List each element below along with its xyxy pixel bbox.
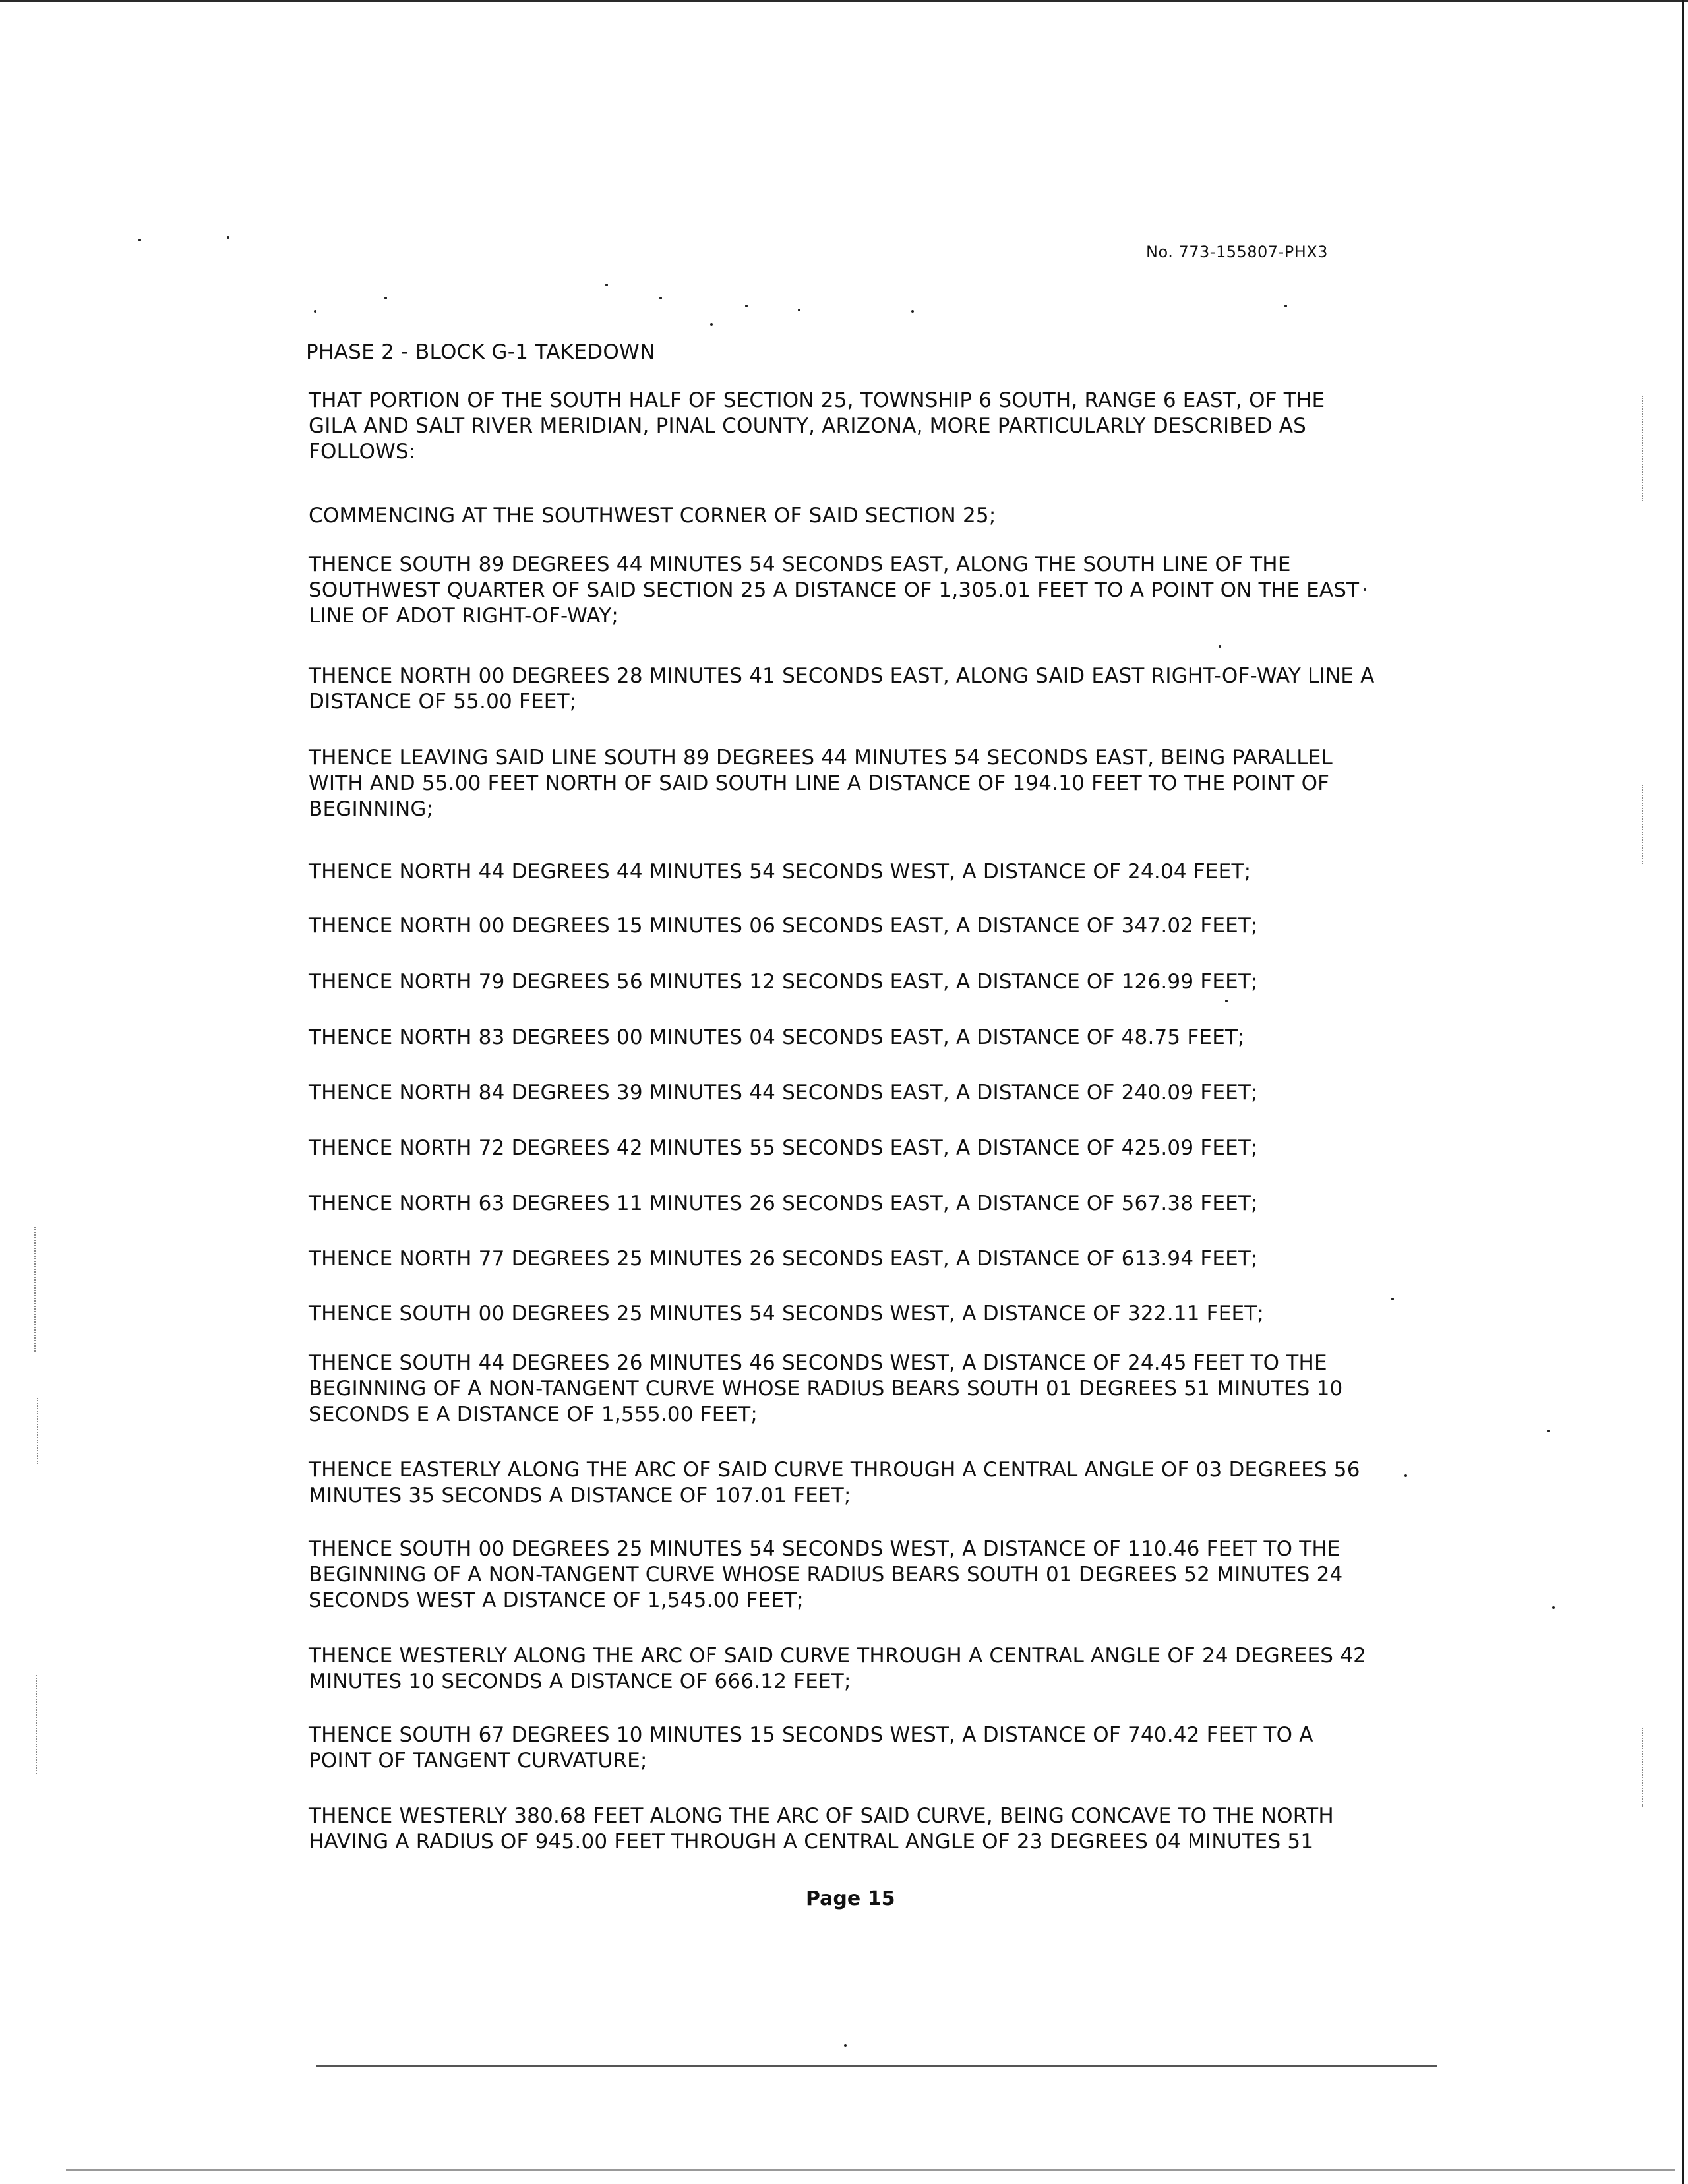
scan-artifact [1642,396,1644,501]
legal-description-paragraph: THAT PORTION OF THE SOUTH HALF OF SECTION 25, TOWNSHIP 6 SOUTH, RANGE 6 EAST, OF THE GILA AND SALT RIVER MERIDIAN, PINAL COUNTY, ARIZONA, MORE PARTICULARLY DESCRIBED AS FOLLOWS: [309,388,1325,464]
scan-bottom-rule [66,2169,1675,2171]
legal-description-paragraph: THENCE SOUTH 67 DEGREES 10 MINUTES 15 SECONDS WEST, A DISTANCE OF 740.42 FEET TO A POINT OF TANGENT CURVATURE; [309,1723,1313,1773]
legal-description-paragraph: THENCE WESTERLY ALONG THE ARC OF SAID CURVE THROUGH A CENTRAL ANGLE OF 24 DEGREES 42 MINUTES 10 SECONDS A DISTANCE OF 666.12 FEET; [309,1644,1367,1693]
legal-description-paragraph: THENCE NORTH 83 DEGREES 00 MINUTES 04 SECONDS EAST, A DISTANCE OF 48.75 FEET; [309,1025,1245,1049]
legal-description-paragraph: THENCE NORTH 63 DEGREES 11 MINUTES 26 SECONDS EAST, A DISTANCE OF 567.38 FEET; [309,1192,1258,1215]
scan-speck [844,2044,847,2047]
legal-description-paragraph: THENCE NORTH 77 DEGREES 25 MINUTES 26 SECONDS EAST, A DISTANCE OF 613.94 FEET; [309,1247,1258,1271]
document-number: No. 773-155807-PHX3 [1146,243,1328,261]
scan-speck [314,310,316,313]
scan-top-edge [0,0,1688,2]
legal-description-paragraph: THENCE EASTERLY ALONG THE ARC OF SAID CURVE THROUGH A CENTRAL ANGLE OF 03 DEGREES 56 MINUTES 35 SECONDS A DISTANCE OF 107.01 FEET; [309,1458,1360,1507]
legal-description-paragraph: THENCE SOUTH 00 DEGREES 25 MINUTES 54 SECONDS WEST, A DISTANCE OF 110.46 FEET TO THE BEGINNING OF A NON-TANGENT CURVE WHOSE RADIUS BEARS SOUTH 01 DEGREES 52 MINUTES 24 SECONDS WEST A DISTANCE OF 1,545.00 FEET; [309,1537,1343,1612]
legal-description-paragraph: THENCE NORTH 00 DEGREES 15 MINUTES 06 SECONDS EAST, A DISTANCE OF 347.02 FEET; [309,914,1258,938]
scan-speck [1404,1474,1407,1477]
scan-artifact [36,1675,38,1774]
scan-speck [1225,1000,1228,1002]
scan-artifact [1642,785,1644,864]
scan-speck [227,236,229,239]
legal-description-paragraph: COMMENCING AT THE SOUTHWEST CORNER OF SAID SECTION 25; [309,504,996,528]
legal-description-paragraph: THENCE NORTH 79 DEGREES 56 MINUTES 12 SECONDS EAST, A DISTANCE OF 126.99 FEET; [309,970,1258,994]
legal-description-paragraph: THENCE NORTH 72 DEGREES 42 MINUTES 55 SECONDS EAST, A DISTANCE OF 425.09 FEET; [309,1136,1258,1160]
scan-speck [138,239,141,241]
legal-description-paragraph: THENCE NORTH 00 DEGREES 28 MINUTES 41 SECONDS EAST, ALONG SAID EAST RIGHT-OF-WAY LINE A DISTANCE OF 55.00 FEET; [309,664,1375,713]
scan-speck [745,305,748,307]
scan-speck [1284,305,1287,307]
scan-speck [710,323,713,326]
legal-description-paragraph: THENCE NORTH 44 DEGREES 44 MINUTES 54 SECONDS WEST, A DISTANCE OF 24.04 FEET; [309,860,1251,884]
scan-artifact [37,1398,40,1464]
scan-artifact [34,1227,37,1352]
scan-speck [1552,1606,1555,1609]
legal-description-paragraph: THENCE SOUTH 89 DEGREES 44 MINUTES 54 SECONDS EAST, ALONG THE SOUTH LINE OF THE SOUTHWEST QUARTER OF SAID SECTION 25 A DISTANCE OF 1,305.01 FEET TO A POINT ON THE EAST LINE OF ADOT RIGHT-OF-WAY; [309,553,1360,628]
scan-speck [798,309,800,311]
legal-description-paragraph: THENCE WESTERLY 380.68 FEET ALONG THE ARC OF SAID CURVE, BEING CONCAVE TO THE NORTH HAVING A RADIUS OF 945.00 FEET THROUGH A CENTRAL ANGLE OF 23 DEGREES 04 MINUTES 51 [309,1804,1334,1854]
legal-description-paragraph: THENCE NORTH 84 DEGREES 39 MINUTES 44 SECONDS EAST, A DISTANCE OF 240.09 FEET; [309,1081,1258,1105]
scan-speck [1364,588,1366,591]
page-number: Page 15 [806,1887,895,1910]
legal-description-paragraph: THENCE LEAVING SAID LINE SOUTH 89 DEGREES 44 MINUTES 54 SECONDS EAST, BEING PARALLEL WITH AND 55.00 FEET NORTH OF SAID SOUTH LINE A DISTANCE OF 194.10 FEET TO THE POINT OF BEGINNING; [309,746,1333,821]
scan-speck [384,297,387,299]
document-heading: PHASE 2 - BLOCK G-1 TAKEDOWN [306,340,655,364]
legal-description-paragraph: THENCE SOUTH 00 DEGREES 25 MINUTES 54 SECONDS WEST, A DISTANCE OF 322.11 FEET; [309,1302,1265,1325]
scan-speck [911,310,914,313]
legal-description-paragraph: THENCE SOUTH 44 DEGREES 26 MINUTES 46 SECONDS WEST, A DISTANCE OF 24.45 FEET TO THE BEGINNING OF A NON-TANGENT CURVE WHOSE RADIUS BEARS SOUTH 01 DEGREES 51 MINUTES 10 SECONDS E A DISTANCE OF 1,555.00 FEET; [309,1351,1343,1426]
scan-speck [659,297,662,299]
footer-rule [316,2065,1437,2067]
scan-speck [605,284,608,286]
scan-artifact [1642,1728,1644,1807]
scan-speck [1219,645,1221,648]
scan-right-edge [1682,0,1684,2184]
scan-speck [1391,1298,1394,1300]
scan-speck [1547,1430,1550,1432]
